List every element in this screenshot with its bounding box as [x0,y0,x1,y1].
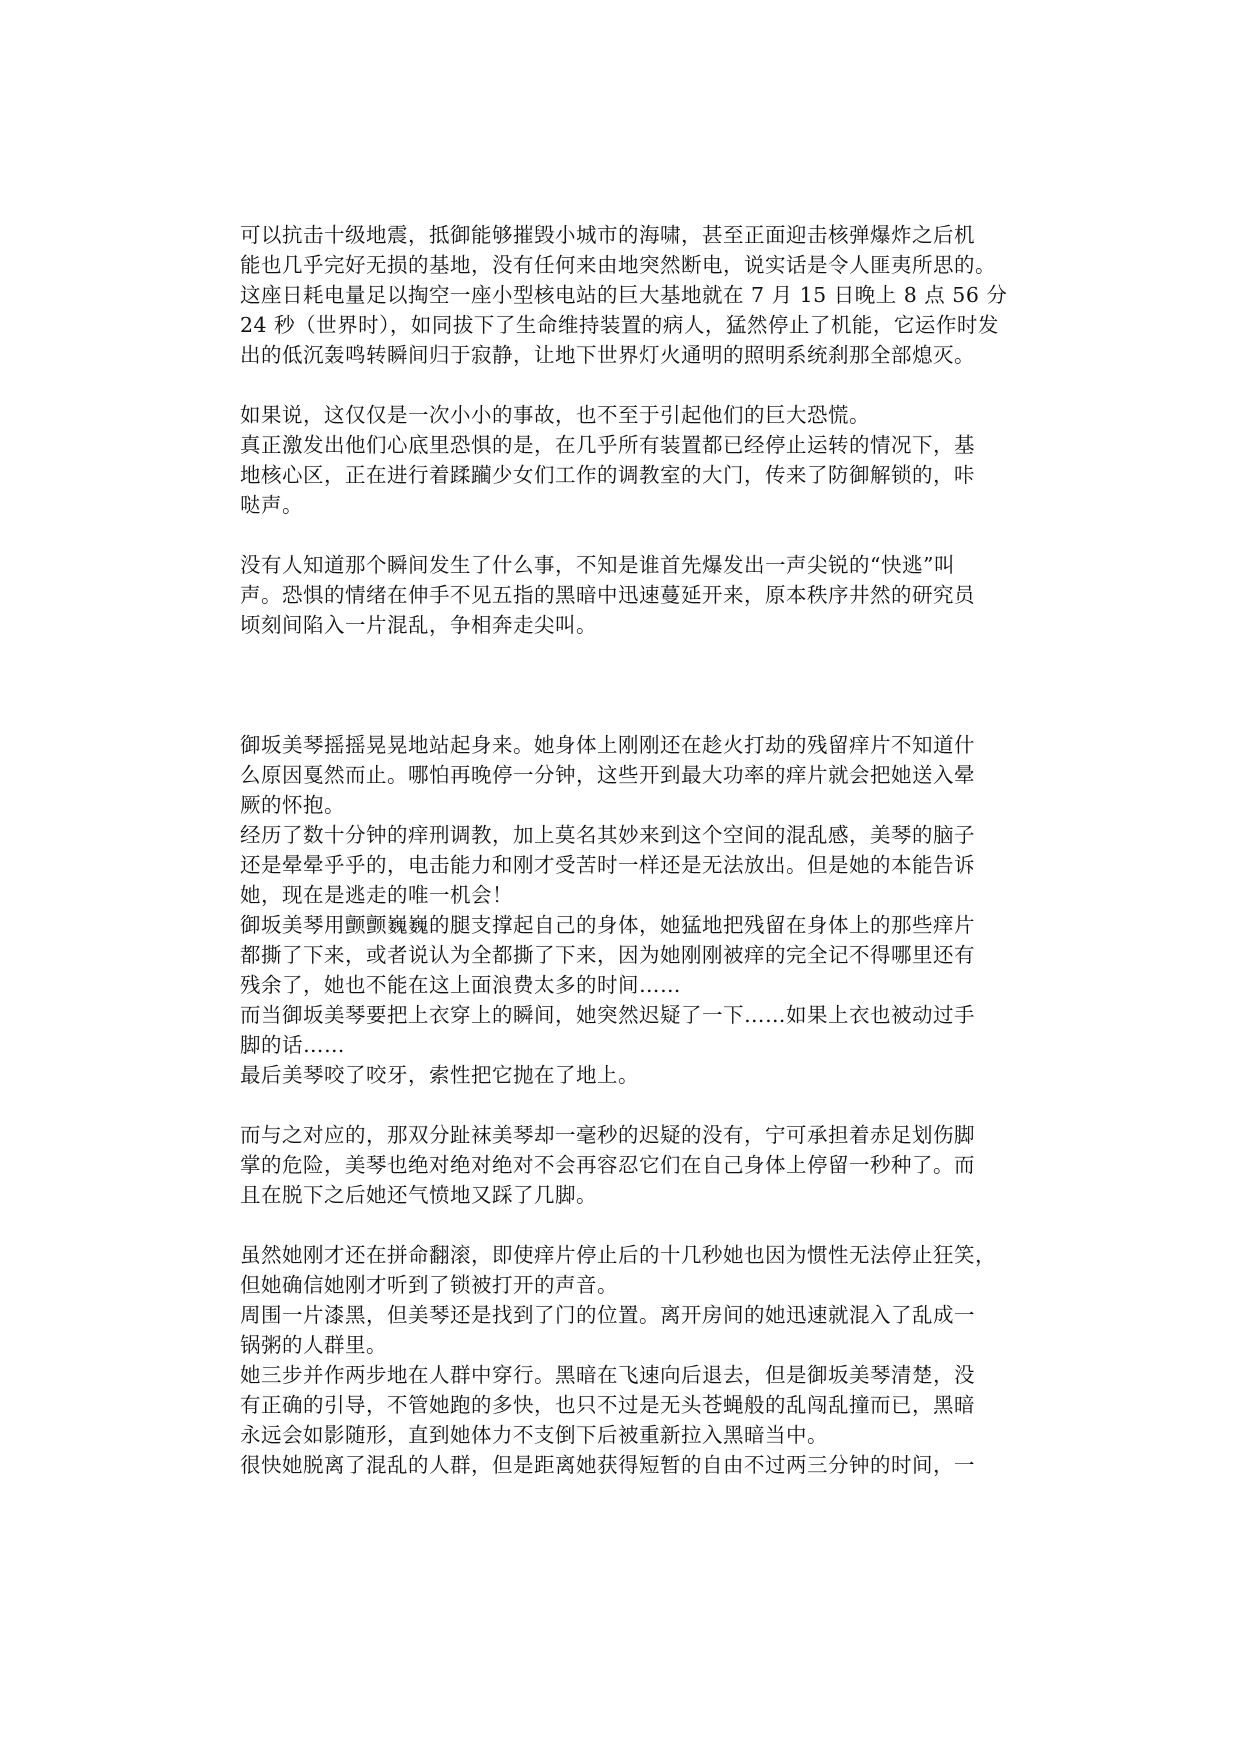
text-line: 出的低沉轰鸣转瞬间归于寂静，让地下世界灯火通明的照明系统刹那全部熄灭。 [240,343,975,367]
paragraph-1 [240,220,1010,370]
text-line: 周围一片漆黑，但美琴还是找到了门的位置。离开房间的她迅速就混入了乱成一 [240,1303,975,1327]
text-line: 锅粥的人群里。 [240,1333,387,1357]
text-line: 残余了，她也不能在这上面浪费太多的时间…… [240,973,681,997]
text-line: 她三步并作两步地在人群中穿行。黑暗在飞速向后退去，但是御坂美琴清楚，没 [240,1363,975,1387]
text-line: 虽然她刚才还在拼命翻滚，即使痒片停止后的十几秒她也因为惯性无法停止狂笑， [240,1243,996,1267]
text-line: 她，现在是逃走的唯一机会！ [240,883,513,907]
paragraph-gap [240,1090,1010,1120]
paragraph-6 [240,820,1010,910]
text-line: 都撕了下来，或者说认为全都撕了下来，因为她刚刚被痒的完全记不得哪里还有 [240,943,975,967]
text-line: 24 秒（世界时），如同拔下了生命维持装置的病人，猛然停止了机能，它运作时发 [240,313,999,337]
paragraph-gap [240,1210,1010,1240]
paragraph-11 [240,1240,1010,1300]
text-line: 真正激发出他们心底里恐惧的是，在几乎所有装置都已经停止运转的情况下，基 [240,433,975,457]
paragraph-13 [240,1360,1010,1450]
text-line: 顷刻间陷入一片混乱，争相奔走尖叫。 [240,613,597,637]
text-line: 厥的怀抱。 [240,793,345,817]
text-line: 能也几乎完好无损的基地，没有任何来由地突然断电，说实话是令人匪夷所思的。 [240,253,996,277]
text-line: 没有人知道那个瞬间发生了什么事，不知是谁首先爆发出一声尖锐的“快逃”叫 [240,553,955,577]
text-line: 掌的危险，美琴也绝对绝对绝对不会再容忍它们在自己身体上停留一秒种了。而 [240,1153,975,1177]
text-line: 还是晕晕乎乎的，电击能力和刚才受苦时一样还是无法放出。但是她的本能告诉 [240,853,975,877]
text-line: 哒声。 [240,493,303,517]
text-line: 但她确信她刚才听到了锁被打开的声音。 [240,1273,618,1297]
text-line: 御坂美琴摇摇晃晃地站起身来。她身体上刚刚还在趁火打劫的残留痒片不知道什 [240,733,975,757]
paragraph-14 [240,1450,1010,1480]
text-line: 地核心区，正在进行着蹂躏少女们工作的调教室的大门，传来了防御解锁的，咔 [240,463,975,487]
paragraph-2 [240,400,1010,430]
text-line: 这座日耗电量足以掏空一座小型核电站的巨大基地就在 7 月 15 日晚上 8 点 56 分 [240,283,1008,307]
text-line: 永远会如影随形，直到她体力不支倒下后被重新拉入黑暗当中。 [240,1423,828,1447]
paragraph-12 [240,1300,1010,1360]
text-line: 而与之对应的，那双分趾袜美琴却一毫秒的迟疑的没有，宁可承担着赤足划伤脚 [240,1123,975,1147]
text-line: 御坂美琴用颤颤巍巍的腿支撑起自己的身体，她猛地把残留在身体上的那些痒片 [240,913,975,937]
paragraph-9 [240,1060,1010,1090]
text-line: 且在脱下之后她还气愤地又踩了几脚。 [240,1183,597,1207]
paragraph-4 [240,550,1010,640]
paragraph-3 [240,430,1010,520]
text-line: 最后美琴咬了咬牙，索性把它抛在了地上。 [240,1063,639,1087]
text-line: 声。恐惧的情绪在伸手不见五指的黑暗中迅速蔓延开来，原本秩序井然的研究员 [240,583,975,607]
text-line: 么原因戛然而止。哪怕再晚停一分钟，这些开到最大功率的痒片就会把她送入晕 [240,763,975,787]
paragraph-7 [240,910,1010,1000]
text-line: 有正确的引导，不管她跑的多快，也只不过是无头苍蝇般的乱闯乱撞而已，黑暗 [240,1393,975,1417]
paragraph-5 [240,730,1010,820]
paragraph-gap [240,520,1010,550]
text-line: 很快她脱离了混乱的人群，但是距离她获得短暂的自由不过两三分钟的时间，一 [240,1453,975,1477]
text-line: 经历了数十分钟的痒刑调教，加上莫名其妙来到这个空间的混乱感，美琴的脑子 [240,823,975,847]
text-line: 而当御坂美琴要把上衣穿上的瞬间，她突然迟疑了一下……如果上衣也被动过手 [240,1003,975,1027]
paragraph-gap [240,370,1010,400]
paragraph-8 [240,1000,1010,1060]
text-line: 如果说，这仅仅是一次小小的事故，也不至于引起他们的巨大恐慌。 [240,403,870,427]
text-line: 可以抗击十级地震，抵御能够摧毁小城市的海啸，甚至正面迎击核弹爆炸之后机 [240,223,975,247]
section-break [240,640,1010,730]
document-page [240,220,1010,1480]
text-line: 脚的话…… [240,1033,345,1057]
paragraph-10 [240,1120,1010,1210]
